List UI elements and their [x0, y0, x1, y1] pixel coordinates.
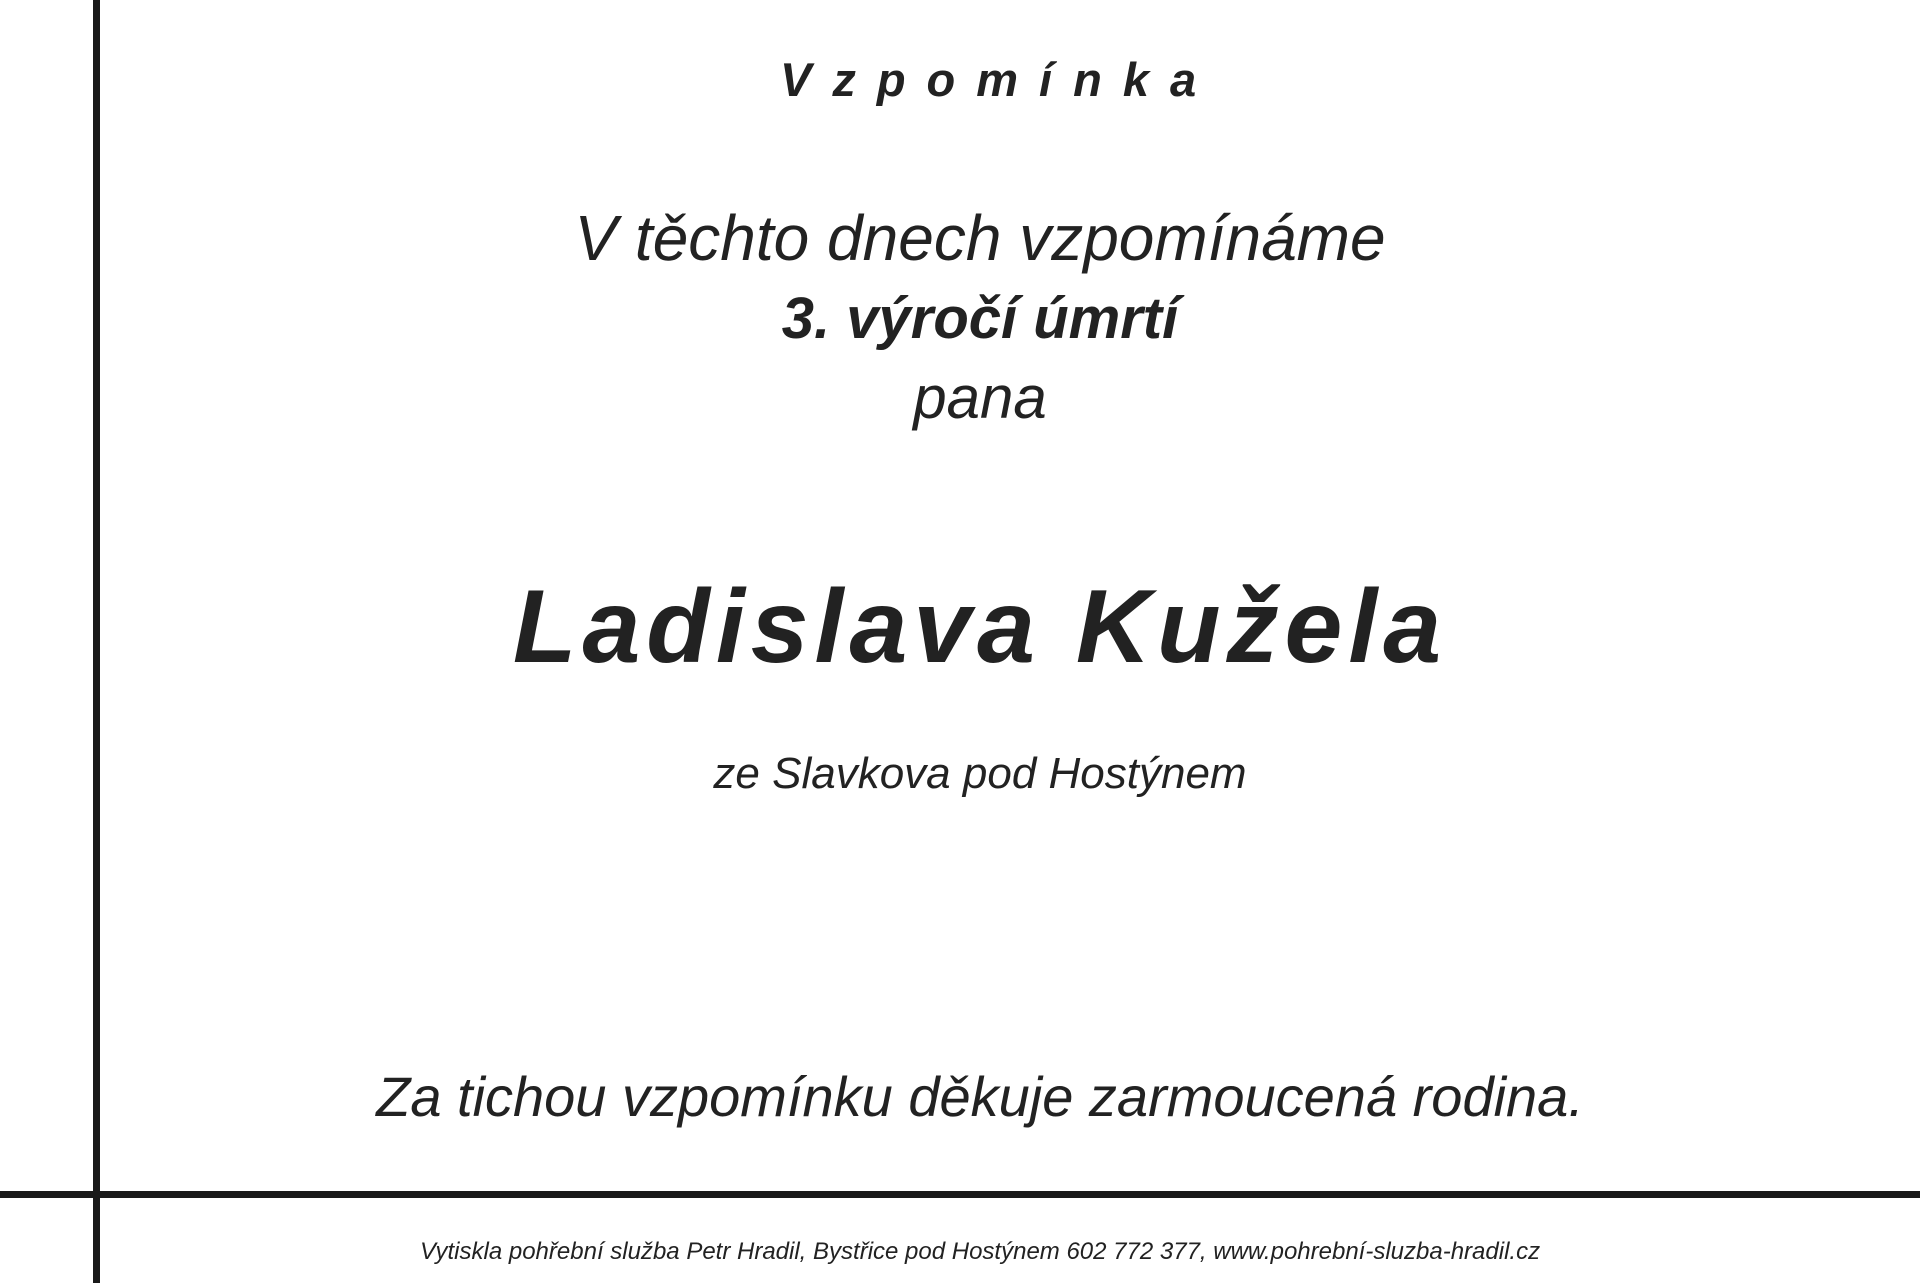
- honorific-line: pana: [913, 364, 1047, 431]
- deceased-name: Ladislava Kužela: [512, 569, 1448, 685]
- left-border-line: [93, 0, 100, 1283]
- thanks-line: Za tichou vzpomínku děkuje zarmoucená rodina.: [376, 1065, 1584, 1128]
- origin-line: ze Slavkova pod Hostýnem: [713, 749, 1247, 798]
- anniversary-line: 3. výročí úmrtí: [781, 286, 1179, 351]
- printer-credit: Vytiskla pohřební služba Petr Hradil, Bystřice pod Hostýnem 602 772 377, www.pohrební-sluzba-hradil.cz: [419, 1238, 1541, 1265]
- notice-heading: Vzpomínka: [780, 53, 1218, 106]
- bottom-border-line: [0, 1191, 1920, 1198]
- intro-line: V těchto dnech vzpomínáme: [574, 202, 1386, 274]
